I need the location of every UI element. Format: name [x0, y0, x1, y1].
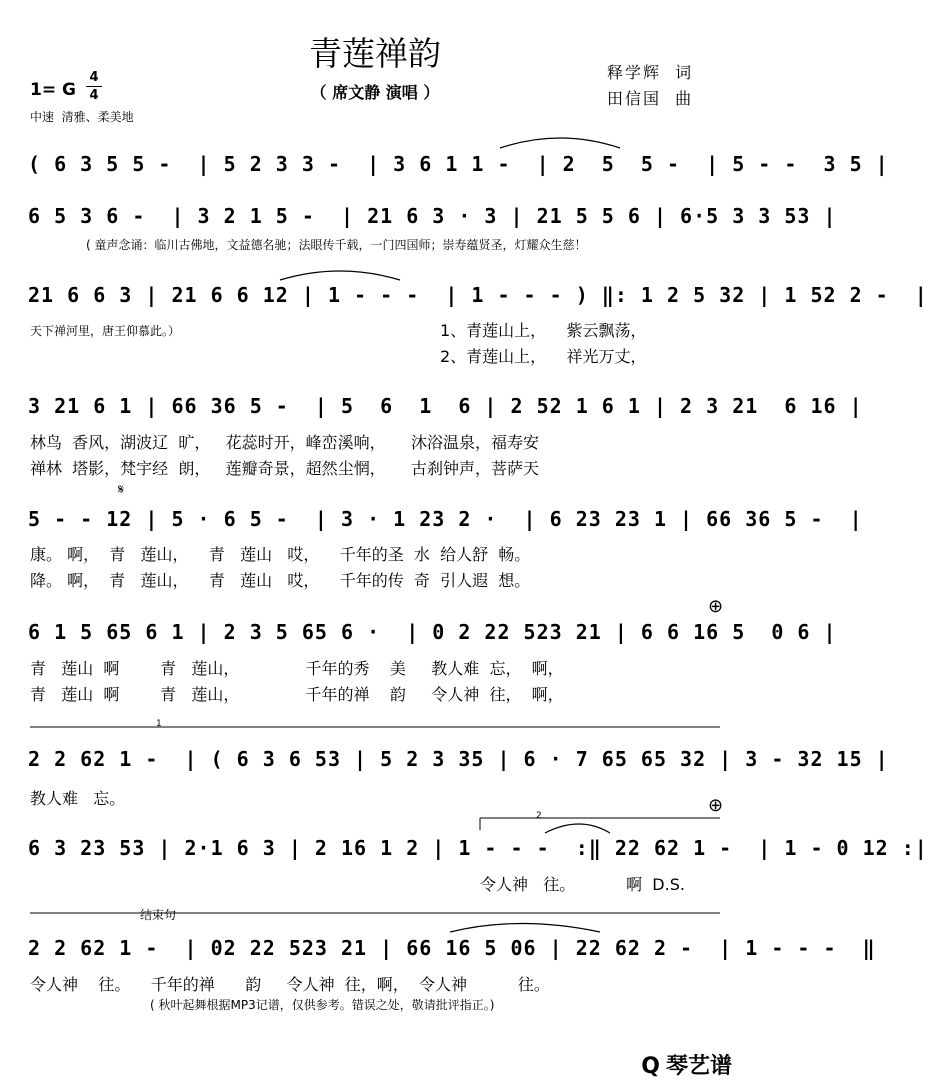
key-signature: 1= G	[30, 80, 76, 100]
singer-credit: （ 席文静 演唱 ）	[310, 83, 440, 102]
volta-1-label: 1	[156, 719, 162, 729]
composer-credit: 田信国 曲	[607, 89, 694, 108]
score-line-2: 6 5 3 6 - | 3 2 1 5 - | 21 6 3 · 3 | 21 5 5 6 | 6·5 3 3 53 |	[28, 204, 837, 228]
lyricist-credit: 释学辉 词	[607, 63, 694, 82]
tie-row1	[500, 138, 620, 148]
score-line-8: 6 3 23 53 | 2·1 6 3 | 2 16 1 2 | 1 - - - :‖ 22 62 1 - | 1 - 0 12 :|	[28, 836, 928, 860]
lyric-verse2-line3: 2、青莲山上， 祥光万丈，	[440, 347, 647, 366]
tie-row3	[280, 271, 400, 280]
tie-row9	[450, 924, 600, 933]
score-line-5: 5 - - 12 | 5 · 6 5 - | 3 · 1 23 2 · | 6 23 23 1 | 66 36 5 - |	[28, 507, 863, 531]
volta-2-label: 2	[536, 811, 542, 821]
lyric-verse1-line3: 1、青莲山上， 紫云飘荡，	[440, 321, 647, 340]
score-line-9: 2 2 62 1 - | 02 22 523 21 | 66 16 5 06 | 22 62 2 - | 1 - - - ‖	[28, 936, 876, 960]
lyric-line-8: 令人神 往。 啊 D.S.	[480, 875, 685, 894]
score-line-4: 3 21 6 1 | 66 36 5 - | 5 6 1 6 | 2 52 1 6 1 | 2 3 21 6 16 |	[28, 394, 863, 418]
lyric-verse1-line4: 林鸟 香风，湖波辽 旷， 花蕊时开，峰峦溪响， 沐浴温泉，福寿安	[30, 433, 540, 452]
lyric-verse1-line5: 康。 啊， 青 莲山， 青 莲山 哎， 千年的圣 水 给人舒 畅。	[30, 545, 531, 564]
score-line-6: 6 1 5 65 6 1 | 2 3 5 65 6 · | 0 2 22 523 21 | 6 6 16 5 0 6 |	[28, 620, 837, 644]
ending-label: 结束句	[140, 908, 177, 922]
logo-mark-icon: Q	[641, 1054, 660, 1079]
time-denominator: 4	[89, 88, 99, 103]
lyric-verse2-line5: 降。 啊， 青 莲山， 青 莲山 哎， 千年的传 奇 引人遐 想。	[30, 571, 531, 590]
time-numerator: 4	[89, 70, 99, 85]
recitation-note-end: 天下禅河里，唐王仰慕此。）	[30, 324, 181, 338]
lyric-verse1-line6: 青 莲山 啊 青 莲山， 千年的秀 美 教人难 忘， 啊，	[30, 659, 564, 678]
lyric-verse2-line4: 禅林 塔影，梵宇经 朗， 莲瓣奇景，超然尘惘， 古刹钟声，菩萨天	[30, 459, 540, 478]
coda-sign: ⊕	[708, 596, 724, 617]
lyric-line-9: 令人神 往。 千年的禅 韵 令人神 往，啊， 令人神 往。	[30, 975, 550, 994]
tie-row8	[545, 824, 610, 833]
score-line-1: ( 6 3 5 5 - | 5 2 3 3 - | 3 6 1 1 - | 2 5 5 - | 5 - - 3 5 |	[28, 152, 889, 176]
recitation-note: ( 童声念诵：临川古佛地，文益德名驰；法眼传千载，一门四国师；崇寿蕴贤圣，灯耀众生慈！	[86, 238, 587, 252]
lyric-line-7: 教人难 忘。	[30, 789, 126, 808]
transcriber-note: ( 秋叶起舞根据MP3记谱，仅供参考。错误之处，敬请批评指正。)	[150, 998, 495, 1012]
score-line-7: 2 2 62 1 - | ( 6 3 6 53 | 5 2 3 35 | 6 · 7 65 65 32 | 3 - 32 15 |	[28, 747, 889, 771]
logo-text: 琴艺谱	[665, 1054, 732, 1079]
song-title: 青莲禅韵	[309, 34, 441, 73]
lyric-verse2-line6: 青 莲山 啊 青 莲山， 千年的禅 韵 令人神 往， 啊，	[30, 685, 564, 704]
score-line-3: 21 6 6 3 | 21 6 6 12 | 1 - - - | 1 - - - ) ‖: 1 2 5 32 | 1 52 2 - |	[28, 283, 928, 307]
coda-sign-2: ⊕	[708, 795, 724, 816]
segno-sign: 𝄋	[118, 482, 125, 498]
tempo-marking: 中速 清雅、柔美地	[30, 110, 134, 124]
